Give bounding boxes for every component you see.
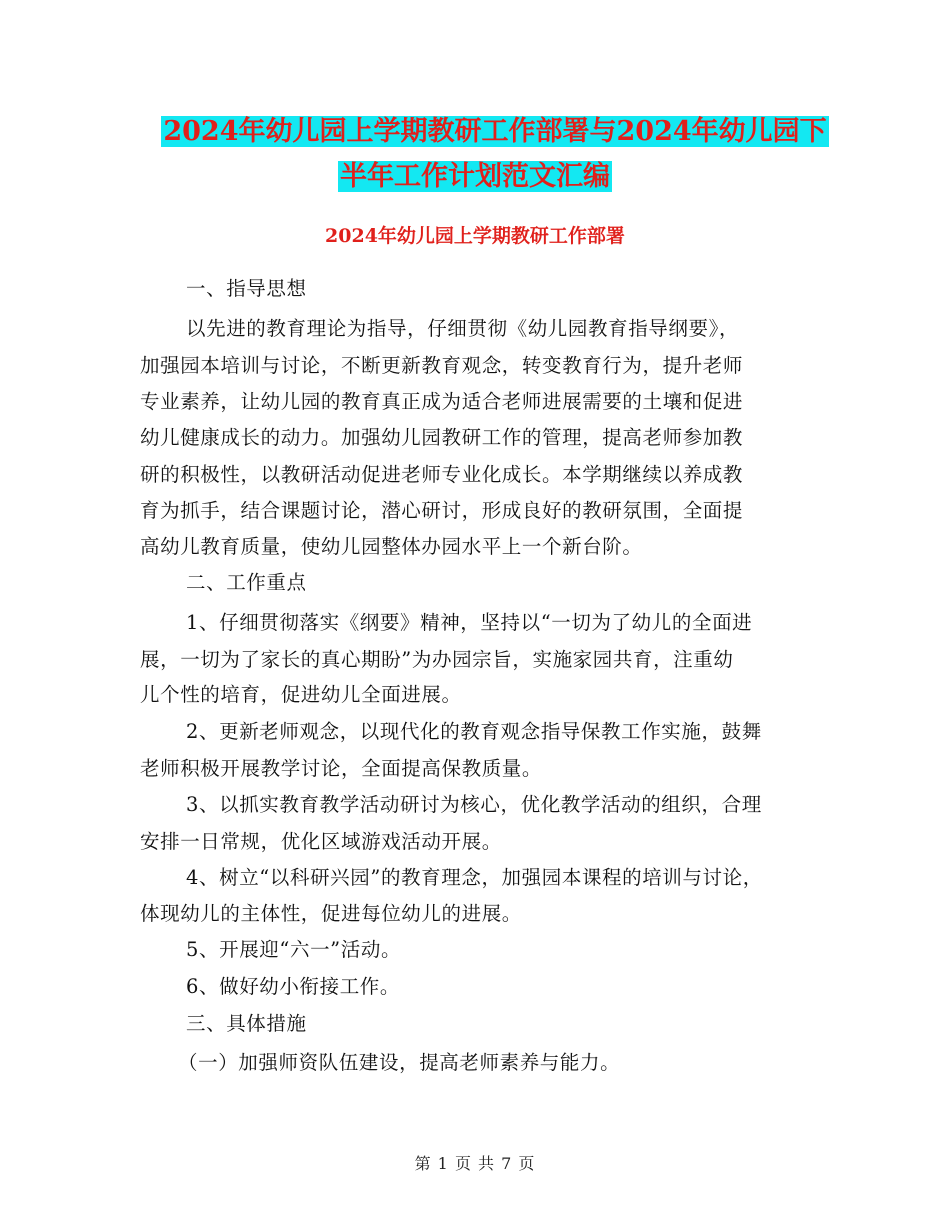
list-item-line: 1、仔细贯彻落实《纲要》精神，坚持以“一切为了幼儿的全面进 bbox=[186, 611, 753, 634]
list-item-line: 3、以抓实教育教学活动研讨为核心，优化教学活动的组织，合理 bbox=[186, 793, 762, 816]
document-title-line-1: 2024年幼儿园上学期教研工作部署与2024年幼儿园下 bbox=[163, 116, 827, 147]
subheading-line: （一）加强师资队伍建设，提高老师素养与能力。 bbox=[178, 1051, 621, 1074]
page-footer: 第 1 页 共 7 页 bbox=[414, 1154, 536, 1173]
heading-specific-measures: 三、具体措施 bbox=[186, 1012, 307, 1035]
paragraph-line: 专业素养，让幼儿园的教育真正成为适合老师进展需要的土壤和促进 bbox=[140, 390, 744, 413]
list-item-line: 4、树立“以科研兴园”的教育理念，加强园本课程的培训与讨论， bbox=[186, 866, 763, 889]
list-item-line: 儿个性的培育，促进幼儿全面进展。 bbox=[140, 683, 462, 706]
paragraph-line: 幼儿健康成长的动力。加强幼儿园教研工作的管理，提高老师参加教 bbox=[140, 426, 744, 449]
list-item-line: 6、做好幼小衔接工作。 bbox=[186, 975, 401, 998]
section-title: 2024年幼儿园上学期教研工作部署 bbox=[325, 225, 625, 247]
paragraph-line: 以先进的教育理论为指导，仔细贯彻《幼儿园教育指导纲要》， bbox=[186, 317, 740, 340]
list-item-line: 老师积极开展教学讨论，全面提高保教质量。 bbox=[140, 757, 543, 780]
list-item-line: 安排一日常规，优化区域游戏活动开展。 bbox=[140, 830, 502, 853]
paragraph-line: 高幼儿教育质量，使幼儿园整体办园水平上一个新台阶。 bbox=[140, 535, 643, 558]
list-item-line: 展，一切为了家长的真心期盼”为办园宗旨，实施家园共育，注重幼 bbox=[140, 648, 734, 671]
list-item-line: 5、开展迎“六一”活动。 bbox=[186, 938, 402, 961]
heading-work-focus: 二、工作重点 bbox=[186, 571, 307, 594]
list-item-line: 2、更新老师观念，以现代化的教育观念指导保教工作实施，鼓舞 bbox=[186, 720, 762, 743]
paragraph-line: 加强园本培训与讨论，不断更新教育观念，转变教育行为，提升老师 bbox=[140, 354, 744, 377]
document-title-line-2: 半年工作计划范文汇编 bbox=[340, 161, 610, 192]
paragraph-line: 研的积极性，以教研活动促进老师专业化成长。本学期继续以养成教 bbox=[140, 463, 744, 486]
heading-guiding-ideology: 一、指导思想 bbox=[186, 277, 307, 300]
list-item-line: 体现幼儿的主体性，促进每位幼儿的进展。 bbox=[140, 902, 522, 925]
paragraph-line: 育为抓手，结合课题讨论，潜心研讨，形成良好的教研氛围，全面提 bbox=[140, 499, 744, 522]
